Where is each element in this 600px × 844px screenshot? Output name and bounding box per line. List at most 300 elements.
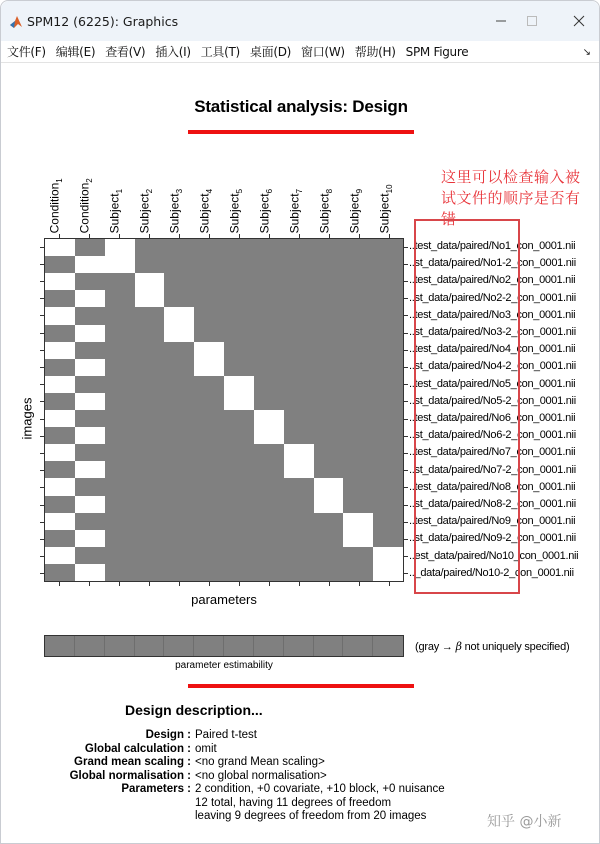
matrix-cell bbox=[75, 564, 105, 581]
matrix-cell bbox=[314, 444, 344, 461]
maximize-button[interactable] bbox=[520, 11, 544, 31]
matrix-cell bbox=[224, 547, 254, 564]
estimability-cell bbox=[75, 636, 105, 656]
matrix-cell bbox=[254, 461, 284, 478]
matrix-cell bbox=[254, 256, 284, 273]
matrix-cell bbox=[343, 427, 373, 444]
axis-tick bbox=[404, 384, 408, 385]
matrix-cell bbox=[164, 461, 194, 478]
matrix-cell bbox=[254, 547, 284, 564]
matrix-cell bbox=[45, 239, 75, 256]
matrix-cell bbox=[284, 427, 314, 444]
axis-tick bbox=[404, 315, 408, 316]
matrix-cell bbox=[194, 530, 224, 547]
matrix-cell bbox=[343, 461, 373, 478]
matrix-cell bbox=[224, 325, 254, 342]
matrix-cell bbox=[343, 410, 373, 427]
matrix-cell bbox=[164, 547, 194, 564]
legend-prefix: (gray → bbox=[415, 641, 456, 653]
matrix-cell bbox=[254, 478, 284, 495]
column-label-subscript: 2 bbox=[85, 177, 94, 183]
matrix-cell bbox=[224, 307, 254, 324]
matrix-cell bbox=[194, 427, 224, 444]
matrix-cell bbox=[135, 496, 165, 513]
matrix-cell bbox=[314, 530, 344, 547]
matrix-cell bbox=[224, 461, 254, 478]
matrix-cell bbox=[284, 496, 314, 513]
matrix-cell bbox=[135, 359, 165, 376]
matrix-cell bbox=[194, 444, 224, 461]
matrix-cell bbox=[254, 290, 284, 307]
matrix-cell bbox=[135, 325, 165, 342]
description-value: <no global normalisation> bbox=[195, 769, 327, 782]
axis-tick bbox=[179, 582, 180, 586]
column-label-subscript: 9 bbox=[355, 188, 364, 193]
matrix-cell bbox=[45, 359, 75, 376]
matrix-cell bbox=[105, 290, 135, 307]
estimability-cell bbox=[343, 636, 373, 656]
matrix-cell bbox=[194, 359, 224, 376]
column-label-subscript: 4 bbox=[205, 188, 214, 193]
matrix-cell bbox=[224, 273, 254, 290]
column-label-subscript: 1 bbox=[115, 188, 124, 193]
matrix-cell bbox=[75, 376, 105, 393]
matrix-cell bbox=[373, 256, 403, 273]
matrix-cell bbox=[164, 376, 194, 393]
matrix-cell bbox=[135, 239, 165, 256]
axis-tick bbox=[359, 582, 360, 586]
matrix-cell bbox=[343, 530, 373, 547]
matrix-cell bbox=[224, 444, 254, 461]
axis-tick bbox=[239, 582, 240, 586]
menu-insert[interactable]: 插入(I) bbox=[155, 45, 191, 59]
title-underline bbox=[188, 130, 414, 134]
window-title: SPM12 (6225): Graphics bbox=[27, 14, 179, 29]
column-label-base: Condition bbox=[47, 182, 62, 233]
axis-tick bbox=[404, 522, 408, 523]
column-label-subscript: 8 bbox=[325, 188, 334, 193]
matrix-cell bbox=[135, 342, 165, 359]
description-value: leaving 9 degrees of freedom from 20 images bbox=[195, 810, 427, 822]
matrix-cell bbox=[284, 444, 314, 461]
matrix-cell bbox=[105, 256, 135, 273]
menu-spm-figure[interactable]: SPM Figure bbox=[405, 44, 469, 59]
column-label bbox=[224, 159, 254, 233]
matrix-cell bbox=[373, 239, 403, 256]
matrix-cell bbox=[314, 513, 344, 530]
beta-symbol: β bbox=[455, 640, 462, 653]
estimability-cell bbox=[164, 636, 194, 656]
estimability-cell bbox=[284, 636, 314, 656]
matrix-cell bbox=[105, 410, 135, 427]
column-label-base: Subject bbox=[317, 192, 332, 233]
matrix-cell bbox=[105, 547, 135, 564]
axis-tick bbox=[404, 264, 408, 265]
matrix-cell bbox=[135, 410, 165, 427]
column-label-base: Subject bbox=[227, 192, 242, 233]
column-label bbox=[374, 159, 404, 233]
matrix-cell bbox=[254, 342, 284, 359]
matrix-cell bbox=[105, 359, 135, 376]
matrix-cell bbox=[105, 461, 135, 478]
matrix-cell bbox=[164, 427, 194, 444]
matrix-cell bbox=[194, 410, 224, 427]
matrix-cell bbox=[373, 478, 403, 495]
estimability-cell bbox=[314, 636, 344, 656]
matrix-cell bbox=[45, 273, 75, 290]
matrix-cell bbox=[284, 256, 314, 273]
matrix-cell bbox=[224, 427, 254, 444]
matrix-cell bbox=[45, 393, 75, 410]
matrix-cell bbox=[343, 342, 373, 359]
column-label-base: Subject bbox=[347, 192, 362, 233]
matrix-cell bbox=[343, 376, 373, 393]
matrix-cell bbox=[45, 461, 75, 478]
matrix-cell bbox=[373, 496, 403, 513]
matrix-cell bbox=[254, 564, 284, 581]
matrix-cell bbox=[194, 513, 224, 530]
matrix-cell bbox=[284, 307, 314, 324]
matrix-cell bbox=[105, 273, 135, 290]
matrix-cell bbox=[343, 256, 373, 273]
matrix-cell bbox=[164, 273, 194, 290]
description-key bbox=[61, 810, 191, 824]
x-axis-label: parameters bbox=[191, 592, 257, 607]
matrix-cell bbox=[284, 530, 314, 547]
matrix-cell bbox=[373, 547, 403, 564]
matrix-cell bbox=[164, 513, 194, 530]
matrix-cell bbox=[343, 478, 373, 495]
axis-tick bbox=[404, 298, 408, 299]
matrix-cell bbox=[314, 376, 344, 393]
row-label: ..st_data/paired/No3-2_con_0001.nii bbox=[409, 326, 576, 338]
matrix-cell bbox=[105, 513, 135, 530]
matrix-cell bbox=[45, 376, 75, 393]
axis-tick bbox=[404, 556, 408, 557]
matrix-cell bbox=[284, 547, 314, 564]
estimability-cell bbox=[373, 636, 403, 656]
menu-view[interactable]: 查看(V) bbox=[105, 45, 146, 59]
matrix-cell bbox=[105, 393, 135, 410]
matrix-cell bbox=[284, 410, 314, 427]
column-label-text bbox=[138, 189, 154, 233]
matrix-cell bbox=[45, 564, 75, 581]
matrix-cell bbox=[164, 342, 194, 359]
axis-tick bbox=[404, 247, 408, 248]
matrix-cell bbox=[224, 478, 254, 495]
row-label: ..st_data/paired/No6-2_con_0001.nii bbox=[409, 429, 576, 442]
matrix-cell bbox=[105, 564, 135, 581]
row-label: ..test_data/paired/No9_con_0001.nii bbox=[409, 515, 576, 528]
matrix-cell bbox=[224, 496, 254, 513]
matrix-cell bbox=[194, 496, 224, 513]
matrix-cell bbox=[373, 325, 403, 342]
matrix-cell bbox=[135, 461, 165, 478]
matrix-cell bbox=[45, 444, 75, 461]
dock-arrow-icon[interactable]: ↘ bbox=[582, 47, 591, 58]
axis-tick bbox=[404, 333, 408, 334]
matrix-cell bbox=[45, 256, 75, 273]
menu-tools[interactable]: 工具(T) bbox=[200, 45, 240, 59]
column-label-text bbox=[348, 189, 364, 233]
row-label: ..est_data/paired/No10_con_0001.nii bbox=[409, 549, 579, 562]
row-label: ..st_data/paired/No9-2_con_0001.nii bbox=[409, 532, 576, 545]
matrix-cell bbox=[75, 290, 105, 307]
estimability-cell bbox=[135, 636, 165, 656]
matrix-cell bbox=[343, 444, 373, 461]
matrix-cell bbox=[314, 478, 344, 495]
matrix-cell bbox=[373, 290, 403, 307]
matrix-cell bbox=[254, 273, 284, 290]
axis-tick bbox=[329, 582, 330, 586]
matrix-cell bbox=[105, 376, 135, 393]
matrix-cell bbox=[105, 478, 135, 495]
matrix-cell bbox=[373, 461, 403, 478]
axis-tick bbox=[404, 401, 408, 402]
matrix-cell bbox=[75, 239, 105, 256]
row-label: ..test_data/paired/No3_con_0001.nii bbox=[409, 308, 576, 321]
matrix-cell bbox=[373, 410, 403, 427]
axis-tick bbox=[404, 487, 408, 488]
row-label: ..st_data/paired/No7-2_con_0001.nii bbox=[409, 463, 576, 476]
column-label-base: Subject bbox=[377, 192, 392, 233]
estimability-legend bbox=[415, 640, 569, 653]
row-label: ..st_data/paired/No2-2_con_0001.nii bbox=[409, 291, 576, 304]
matrix-cell bbox=[284, 461, 314, 478]
menu-window[interactable]: 窗口(W) bbox=[301, 45, 345, 59]
matrix-cell bbox=[373, 342, 403, 359]
matrix-cell bbox=[343, 359, 373, 376]
matrix-cell bbox=[314, 239, 344, 256]
matrix-cell bbox=[224, 530, 254, 547]
column-label-text bbox=[228, 189, 244, 233]
axis-tick bbox=[404, 573, 408, 574]
estimability-cell bbox=[45, 636, 75, 656]
legend-suffix: not uniquely specified) bbox=[461, 641, 570, 653]
matrix-cell bbox=[224, 393, 254, 410]
matrix-cell bbox=[194, 342, 224, 359]
estimability-cell bbox=[224, 636, 254, 656]
estimability-cell bbox=[254, 636, 284, 656]
matrix-cell bbox=[164, 444, 194, 461]
matrix-cell bbox=[254, 410, 284, 427]
row-label: ..test_data/paired/No6_con_0001.nii bbox=[409, 412, 576, 424]
matlab-logo-icon bbox=[9, 15, 23, 29]
estimability-label: parameter estimability bbox=[175, 660, 273, 671]
row-label: ..test_data/paired/No2_con_0001.nii bbox=[409, 274, 576, 287]
column-label bbox=[164, 159, 194, 233]
matrix-cell bbox=[254, 427, 284, 444]
close-button[interactable] bbox=[567, 11, 591, 31]
matrix-cell bbox=[75, 461, 105, 478]
column-label bbox=[314, 159, 344, 233]
matrix-cell bbox=[284, 239, 314, 256]
matrix-cell bbox=[314, 325, 344, 342]
matrix-cell bbox=[254, 307, 284, 324]
row-label: ..st_data/paired/No8-2_con_0001.nii bbox=[409, 498, 576, 510]
matrix-cell bbox=[164, 290, 194, 307]
matrix-cell bbox=[314, 359, 344, 376]
column-label-text bbox=[48, 178, 64, 233]
matrix-cell bbox=[164, 478, 194, 495]
matrix-cell bbox=[314, 307, 344, 324]
matrix-cell bbox=[135, 376, 165, 393]
matrix-cell bbox=[224, 342, 254, 359]
matrix-cell bbox=[254, 239, 284, 256]
column-label-text bbox=[288, 189, 304, 233]
matrix-cell bbox=[105, 342, 135, 359]
matrix-cell bbox=[105, 530, 135, 547]
axis-tick bbox=[89, 582, 90, 586]
matrix-cell bbox=[254, 496, 284, 513]
axis-tick bbox=[119, 582, 120, 586]
matrix-cell bbox=[314, 496, 344, 513]
row-label: ..test_data/paired/No5_con_0001.nii bbox=[409, 377, 576, 390]
matrix-cell bbox=[343, 239, 373, 256]
matrix-cell bbox=[105, 427, 135, 444]
matrix-cell bbox=[75, 256, 105, 273]
description-value: <no grand Mean scaling> bbox=[195, 756, 325, 768]
column-label-text bbox=[318, 189, 334, 233]
matrix-cell bbox=[314, 564, 344, 581]
matrix-cell bbox=[373, 273, 403, 290]
matrix-cell bbox=[224, 513, 254, 530]
matrix-cell bbox=[373, 376, 403, 393]
axis-tick bbox=[59, 582, 60, 586]
matrix-cell bbox=[75, 325, 105, 342]
matrix-cell bbox=[224, 256, 254, 273]
matrix-cell bbox=[314, 290, 344, 307]
matrix-cell bbox=[284, 290, 314, 307]
column-label-subscript: 2 bbox=[145, 188, 154, 193]
design-description-title: Design description... bbox=[125, 702, 263, 718]
matrix-cell bbox=[224, 359, 254, 376]
menu-file[interactable]: 文件(F) bbox=[7, 45, 46, 59]
matrix-cell bbox=[105, 496, 135, 513]
matrix-cell bbox=[135, 513, 165, 530]
menu-edit[interactable]: 编辑(E) bbox=[55, 45, 96, 59]
matrix-cell bbox=[314, 256, 344, 273]
matrix-cell bbox=[75, 444, 105, 461]
matrix-cell bbox=[284, 478, 314, 495]
matrix-cell bbox=[314, 273, 344, 290]
column-label-text bbox=[168, 189, 184, 233]
axis-tick bbox=[404, 419, 408, 420]
parameter-estimability-bar bbox=[44, 635, 404, 657]
axis-tick bbox=[404, 505, 408, 506]
matrix-cell bbox=[194, 239, 224, 256]
menu-bar bbox=[1, 41, 599, 63]
matrix-cell bbox=[373, 513, 403, 530]
minimize-button[interactable] bbox=[489, 11, 513, 31]
maximize-icon bbox=[526, 15, 538, 27]
column-label bbox=[284, 159, 314, 233]
matrix-cell bbox=[254, 513, 284, 530]
annotation-highlight-box bbox=[414, 219, 520, 594]
matrix-cell bbox=[45, 325, 75, 342]
matrix-cell bbox=[135, 444, 165, 461]
matrix-cell bbox=[254, 325, 284, 342]
menu-help[interactable]: 帮助(H) bbox=[354, 45, 396, 59]
matrix-cell bbox=[164, 307, 194, 324]
matrix-cell bbox=[254, 359, 284, 376]
matrix-cell bbox=[135, 256, 165, 273]
row-label: ..st_data/paired/No5-2_con_0001.nii bbox=[409, 394, 576, 407]
column-label-subscript: 7 bbox=[295, 188, 304, 193]
matrix-cell bbox=[75, 342, 105, 359]
matrix-cell bbox=[343, 393, 373, 410]
column-label bbox=[44, 159, 74, 233]
matrix-cell bbox=[135, 307, 165, 324]
column-label-base: Subject bbox=[257, 192, 272, 233]
row-label: ..test_data/paired/No7_con_0001.nii bbox=[409, 446, 576, 459]
matrix-cell bbox=[75, 547, 105, 564]
matrix-cell bbox=[224, 376, 254, 393]
matrix-cell bbox=[45, 290, 75, 307]
matrix-cell bbox=[224, 290, 254, 307]
matrix-cell bbox=[314, 547, 344, 564]
matrix-cell bbox=[105, 307, 135, 324]
description-key bbox=[61, 797, 191, 811]
matrix-cell bbox=[194, 547, 224, 564]
y-axis-label: images bbox=[19, 397, 35, 440]
matrix-cell bbox=[284, 342, 314, 359]
matrix-cell bbox=[224, 239, 254, 256]
matrix-cell bbox=[284, 376, 314, 393]
matrix-cell bbox=[343, 273, 373, 290]
matrix-cell bbox=[105, 325, 135, 342]
description-value: Paired t-test bbox=[195, 729, 257, 741]
axis-tick bbox=[404, 470, 408, 471]
close-icon bbox=[573, 15, 585, 27]
matrix-cell bbox=[164, 239, 194, 256]
column-label bbox=[344, 159, 374, 233]
design-matrix[interactable] bbox=[44, 238, 404, 582]
minimize-icon bbox=[495, 15, 507, 27]
matrix-cell bbox=[194, 376, 224, 393]
column-label-base: Subject bbox=[107, 192, 122, 233]
column-label-base: Subject bbox=[287, 192, 302, 233]
matrix-cell bbox=[194, 290, 224, 307]
column-label-subscript: 5 bbox=[235, 188, 244, 193]
matrix-cell bbox=[284, 359, 314, 376]
matrix-cell bbox=[45, 496, 75, 513]
matrix-cell bbox=[194, 325, 224, 342]
matrix-cell bbox=[105, 239, 135, 256]
row-label: .._data/paired/No10-2_con_0001.nii bbox=[409, 566, 574, 579]
axis-tick bbox=[149, 582, 150, 586]
watermark: 知乎 @小新 bbox=[487, 814, 562, 830]
description-key: Global calculation : bbox=[84, 742, 191, 755]
column-label bbox=[104, 159, 134, 233]
title-bar[interactable] bbox=[1, 1, 599, 41]
row-label: ..st_data/paired/No1-2_con_0001.nii bbox=[409, 257, 576, 270]
matrix-cell bbox=[75, 393, 105, 410]
matrix-cell bbox=[373, 444, 403, 461]
menu-desktop[interactable]: 桌面(D) bbox=[249, 45, 292, 59]
estimability-cell bbox=[194, 636, 224, 656]
description-value: omit bbox=[195, 742, 217, 755]
section-divider bbox=[188, 684, 414, 688]
matrix-cell bbox=[45, 342, 75, 359]
matrix-cell bbox=[224, 410, 254, 427]
matrix-cell bbox=[164, 325, 194, 342]
row-label: ..test_data/paired/No8_con_0001.nii bbox=[409, 480, 576, 493]
matrix-cell bbox=[135, 547, 165, 564]
design-description-table bbox=[61, 729, 445, 824]
matrix-cell bbox=[75, 359, 105, 376]
matrix-cell bbox=[314, 461, 344, 478]
